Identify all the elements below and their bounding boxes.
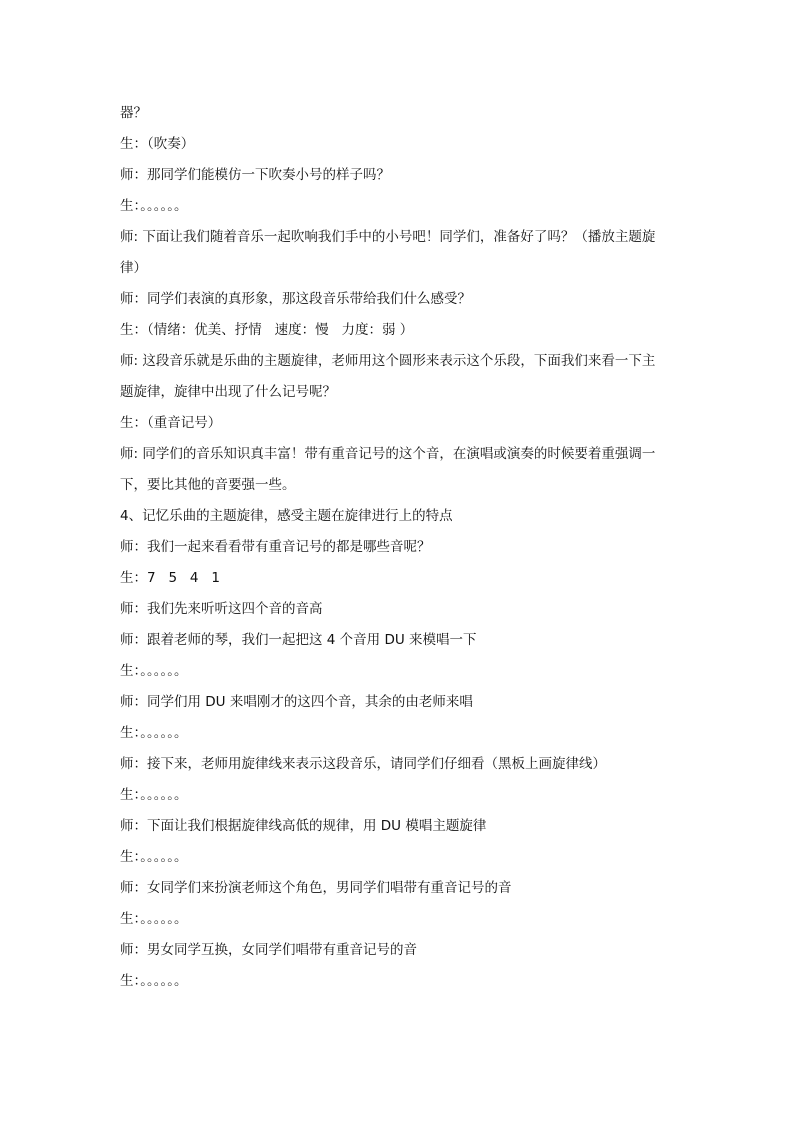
text-line: 器？: [120, 105, 147, 121]
text-line: 生：（情绪：优美、抒情 速度：慢 力度：弱 ）: [120, 322, 414, 338]
text-line: 师：同学们表演的真形象，那这段音乐带给我们什么感受？: [120, 291, 471, 307]
text-line: 师: 下面让我们随着音乐一起吹响我们手中的小号吧！同学们，准备好了吗？（播放主题旋: [120, 229, 656, 245]
text-line: 师：接下来，老师用旋律线来表示这段音乐，请同学们仔细看（黑板上画旋律线）: [120, 756, 606, 772]
text-line: 师：我们一起来看看带有重音记号的都是哪些音呢？: [120, 539, 431, 555]
text-line: 下，要比其他的音要强一些。: [120, 477, 296, 493]
text-line: 生：（重音记号）: [120, 415, 222, 431]
text-line: 生：。。。。。。: [120, 198, 188, 214]
text-line: 生：。。。。。。: [120, 663, 188, 679]
text-line: 生：（吹奏）: [120, 136, 195, 152]
text-line: 师: 这段音乐就是乐曲的主题旋律，老师用这个圆形来表示这个乐段，下面我们来看一下主: [120, 353, 656, 369]
text-line: 生：7 5 4 1: [120, 570, 220, 586]
text-line: 师：下面让我们根据旋律线高低的规律，用 DU 模唱主题旋律: [120, 818, 487, 834]
text-line: 生：。。。。。。: [120, 849, 188, 865]
section-heading: 4、记忆乐曲的主题旋律，感受主题在旋律进行上的特点: [120, 508, 453, 524]
text-line: 师：男女同学互换，女同学们唱带有重音记号的音: [120, 942, 417, 958]
document-body: [120, 98, 680, 997]
text-line: 师：女同学们来扮演老师这个角色，男同学们唱带有重音记号的音: [120, 880, 512, 896]
text-line: 题旋律，旋律中出现了什么记号呢？: [120, 384, 336, 400]
text-line: 生：。。。。。。: [120, 973, 188, 989]
text-line: 师：同学们用 DU 来唱刚才的这四个音，其余的由老师来唱: [120, 694, 473, 710]
text-line: 师: 同学们的音乐知识真丰富！带有重音记号的这个音，在演唱或演奏的时候要着重强调一: [120, 446, 656, 462]
text-line: 生：。。。。。。: [120, 787, 188, 803]
text-line: 师：跟着老师的琴，我们一起把这 4 个音用 DU 来模唱一下: [120, 632, 477, 648]
text-line: 师：我们先来听听这四个音的音高: [120, 601, 323, 617]
text-line: 律）: [120, 260, 147, 276]
text-line: 生：。。。。。。: [120, 725, 188, 741]
text-line: 生：。。。。。。: [120, 911, 188, 927]
text-line: 师：那同学们能模仿一下吹奏小号的样子吗？: [120, 167, 390, 183]
